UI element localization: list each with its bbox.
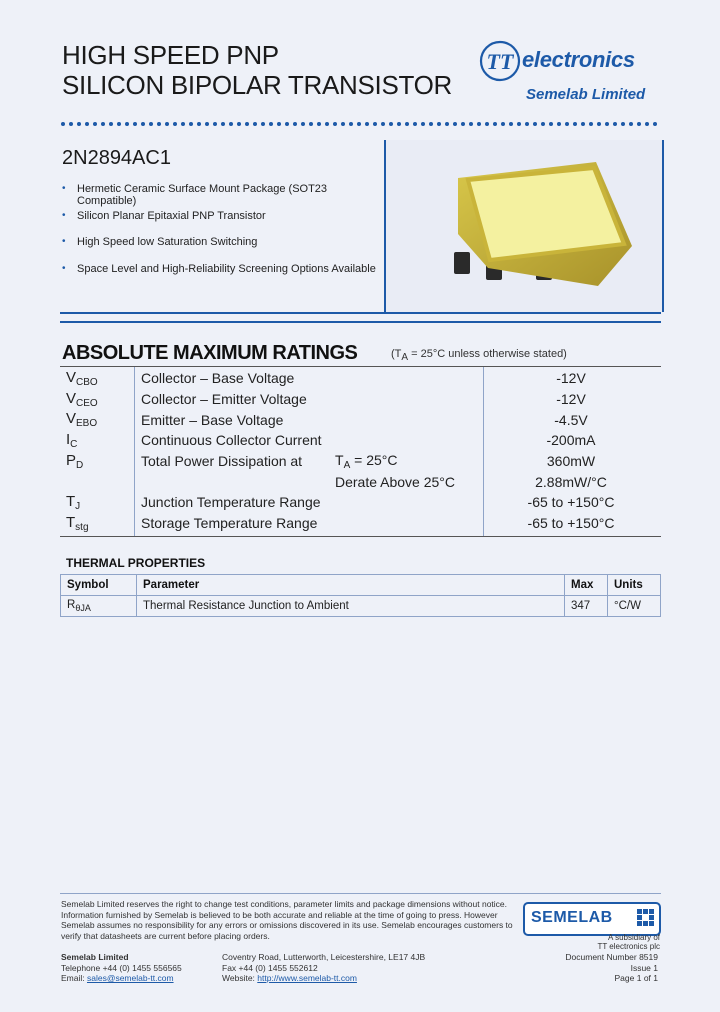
rating-symbol: $P_D$: [66, 451, 84, 471]
divider-dot: [453, 122, 457, 126]
tt-logo-icon: [479, 40, 521, 82]
rating-parameter: Collector – Emitter Voltage: [141, 391, 307, 408]
divider-dot: [397, 122, 401, 126]
divider-dot: [317, 122, 321, 126]
divider-dot: [277, 122, 281, 126]
ratings-row: [66, 471, 657, 492]
rating-symbol: $I_C$: [66, 430, 78, 450]
rating-value: -65 to +150°C: [527, 515, 615, 532]
divider-dot: [253, 122, 257, 126]
divider-dot: [613, 122, 617, 126]
footer-document-info: Document Number 8519 Issue 1 Page 1 of 1: [565, 952, 658, 983]
website-link[interactable]: http://www.semelab-tt.com: [257, 973, 357, 983]
divider-dot: [69, 122, 73, 126]
logo-brand: electronics: [522, 47, 635, 72]
divider-dot: [549, 122, 553, 126]
part-number: 2N2894AC1: [62, 147, 171, 169]
document-title: [62, 40, 452, 100]
rating-parameter: [141, 471, 335, 492]
rating-symbol: $V_{EBO}$: [66, 410, 98, 430]
thermal-max: 347: [565, 596, 608, 617]
footer-address: Coventry Road, Lutterworth, Leicestershire, LE17 4JB Fax +44 (0) 1455 552612 Website: http://www.semelab-tt.com: [222, 952, 426, 983]
thermal-header-row: [61, 575, 661, 596]
divider-dot: [133, 122, 137, 126]
divider-dot: [149, 122, 153, 126]
divider-dot: [557, 122, 561, 126]
rating-parameter: Junction Temperature Range: [141, 494, 321, 511]
ratings-row: [66, 451, 657, 472]
subsidiary-note: A subsidiary of TT electronics plc: [597, 933, 660, 951]
semelab-grid-icon: [637, 909, 655, 927]
divider-dot: [301, 122, 305, 126]
divider-dot: [261, 122, 265, 126]
rating-value: -200mA: [546, 432, 596, 449]
divider-dot: [309, 122, 313, 126]
rating-symbol: $T_{stg}$: [66, 513, 89, 533]
divider-dot: [333, 122, 337, 126]
package-image: [386, 140, 658, 312]
ratings-table: [66, 368, 657, 534]
rating-condition: [335, 409, 485, 430]
thermal-row: [61, 596, 661, 617]
rating-symbol: $V_{CEO}$: [66, 389, 98, 409]
divider-dot: [517, 122, 521, 126]
rating-value: -4.5V: [554, 411, 588, 428]
divider-dot: [77, 122, 81, 126]
feature-item: • Silicon Planar Epitaxial PNP Transistor: [62, 210, 382, 237]
divider-dot: [501, 122, 505, 126]
ratings-row: [66, 389, 657, 410]
divider-dot: [637, 122, 641, 126]
divider-dot: [653, 122, 657, 126]
divider-dot: [285, 122, 289, 126]
divider-dot: [373, 122, 377, 126]
ratings-row: [66, 430, 657, 451]
feature-item: • Space Level and High-Reliability Screening Options Available: [62, 263, 382, 290]
rating-parameter: Emitter – Base Voltage: [141, 411, 284, 428]
rating-condition: [335, 513, 485, 534]
divider-dot: [565, 122, 569, 126]
rating-condition: $T_A = 25^\circ C$: [335, 451, 398, 471]
rating-condition: [335, 492, 485, 513]
ratings-row: [66, 492, 657, 513]
rating-parameter: Continuous Collector Current: [141, 432, 322, 449]
divider-dot: [597, 122, 601, 126]
footer-disclaimer: Semelab Limited reserves the right to change test conditions, parameter limits and package dimensions without notice. Information furnished by Semelab is believed to be both accurate and reliable at the time of going to press. However Semelab assumes no responsibility for any errors or omissions discovered in its use. Semelab encourages customers to verify that datasheets are current before placing orders.: [61, 899, 513, 941]
divider-dot: [405, 122, 409, 126]
table-top-rule: [60, 366, 661, 367]
divider-dot: [181, 122, 185, 126]
divider-dot: [541, 122, 545, 126]
divider-dot: [341, 122, 345, 126]
divider-dot: [245, 122, 249, 126]
thermal-title: THERMAL PROPERTIES: [66, 556, 206, 570]
rating-condition: [335, 389, 485, 410]
rating-parameter: Storage Temperature Range: [141, 515, 318, 532]
title-line-2: SILICON BIPOLAR TRANSISTOR: [62, 70, 453, 100]
divider-dot: [469, 122, 473, 126]
divider-dot: [493, 122, 497, 126]
divider-dot: [221, 122, 225, 126]
divider-dot: [173, 122, 177, 126]
package-image-frame: [384, 140, 664, 312]
divider-dot: [485, 122, 489, 126]
section-divider: [60, 312, 661, 314]
rating-symbol: $T_J$: [66, 492, 81, 512]
divider-dot: [165, 122, 169, 126]
rating-value: -12V: [556, 370, 586, 387]
divider-dot: [349, 122, 353, 126]
divider-dot: [461, 122, 465, 126]
thermal-header-parameter: Parameter: [137, 575, 565, 596]
divider-dot: [381, 122, 385, 126]
rating-value: -12V: [556, 391, 586, 408]
divider-dot: [629, 122, 633, 126]
divider-dot: [621, 122, 625, 126]
table-bottom-rule: [60, 536, 661, 537]
divider-dot: [525, 122, 529, 126]
thermal-header-units: Units: [608, 575, 661, 596]
divider-dot: [213, 122, 217, 126]
divider-dot: [581, 122, 585, 126]
thermal-header-max: Max: [565, 575, 608, 596]
divider-dot: [589, 122, 593, 126]
divider-dot: [237, 122, 241, 126]
logo-company: Semelab Limited: [526, 86, 646, 103]
divider-dot: [533, 122, 537, 126]
semelab-logo: SEMELAB: [523, 902, 661, 936]
divider-dot: [85, 122, 89, 126]
divider-dot: [61, 122, 65, 126]
divider-dot: [293, 122, 297, 126]
divider-dot: [389, 122, 393, 126]
ratings-note: (TA = 25°C unless otherwise stated): [391, 348, 567, 363]
rating-value: 2.88mW/°C: [535, 473, 607, 490]
rating-value: 360mW: [546, 453, 596, 470]
divider-dot: [573, 122, 577, 126]
thermal-symbol: $R_{\theta JA}$: [61, 596, 137, 617]
thermal-header-symbol: Symbol: [61, 575, 137, 596]
divider-dot: [325, 122, 329, 126]
divider-dot: [205, 122, 209, 126]
feature-item: • High Speed low Saturation Switching: [62, 236, 382, 263]
divider-dot: [197, 122, 201, 126]
rating-parameter: Total Power Dissipation at: [141, 453, 303, 470]
rating-symbol: [66, 471, 141, 492]
divider-dot: [477, 122, 481, 126]
ratings-row: [66, 513, 657, 534]
divider-dot: [93, 122, 97, 126]
dotted-divider: [60, 120, 660, 128]
divider-dot: [605, 122, 609, 126]
divider-dot: [509, 122, 513, 126]
divider-dot: [645, 122, 649, 126]
rating-value: -65 to +150°C: [527, 494, 615, 511]
email-link[interactable]: sales@semelab-tt.com: [86, 973, 174, 983]
divider-dot: [101, 122, 105, 126]
divider-dot: [357, 122, 361, 126]
thermal-units: °C/W: [608, 596, 661, 617]
divider-dot: [189, 122, 193, 126]
divider-dot: [229, 122, 233, 126]
divider-dot: [125, 122, 129, 126]
divider-dot: [421, 122, 425, 126]
divider-dot: [109, 122, 113, 126]
logo-mark: TT: [486, 49, 514, 74]
divider-dot: [365, 122, 369, 126]
divider-dot: [269, 122, 273, 126]
divider-dot: [117, 122, 121, 126]
rating-symbol: $V_{CBO}$: [66, 368, 98, 388]
thermal-table: [60, 574, 661, 617]
divider-dot: [413, 122, 417, 126]
divider-dot: [445, 122, 449, 126]
section-divider: [60, 321, 661, 323]
rating-condition: Derate Above 25°C: [335, 473, 456, 490]
rating-condition: [335, 430, 485, 451]
divider-dot: [157, 122, 161, 126]
rating-condition: [335, 368, 485, 389]
footer-rule: [60, 893, 661, 894]
thermal-parameter: Thermal Resistance Junction to Ambient: [137, 596, 565, 617]
ratings-title: ABSOLUTE MAXIMUM RATINGS: [62, 342, 358, 364]
divider-dot: [429, 122, 433, 126]
ratings-row: [66, 368, 657, 389]
footer-contact: Semelab Limited Telephone +44 (0) 1455 556565 Email: sales@semelab-tt.com: [61, 952, 182, 983]
title-line-1: HIGH SPEED PNP: [62, 40, 279, 70]
divider-dot: [141, 122, 145, 126]
divider-dot: [437, 122, 441, 126]
feature-item: • Hermetic Ceramic Surface Mount Package (SOT23 Compatible): [62, 183, 382, 210]
ratings-row: [66, 409, 657, 430]
rating-parameter: Collector – Base Voltage: [141, 370, 295, 387]
